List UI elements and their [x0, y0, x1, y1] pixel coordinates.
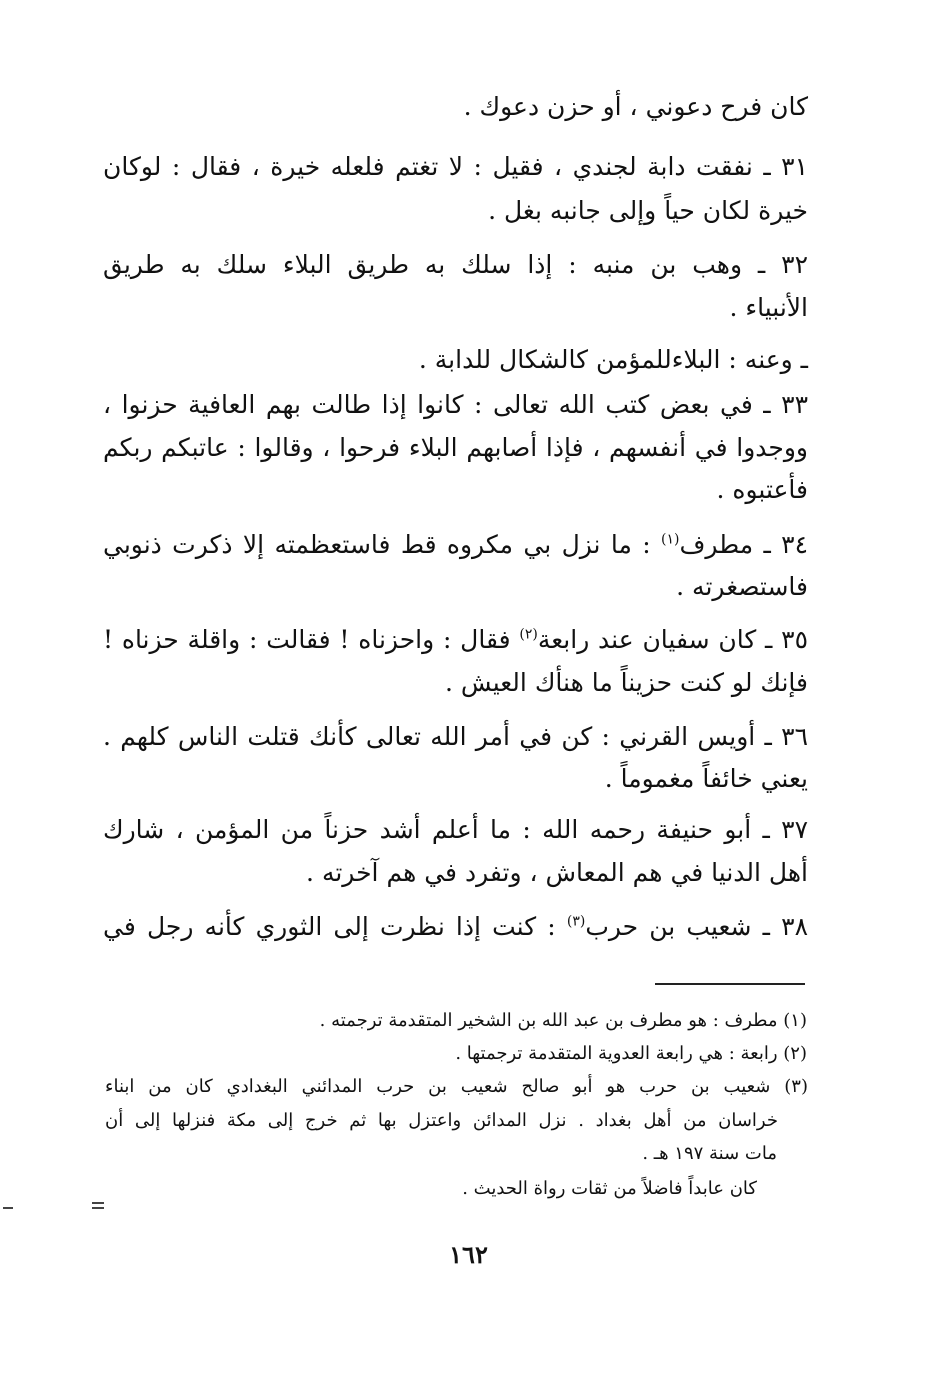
- footnote-3-line4: كان عابداً فاضلاً من ثقات رواة الحديث .: [462, 1178, 757, 1199]
- footnote-ref-2[interactable]: (٢): [519, 626, 538, 643]
- footnote-separator: [655, 983, 805, 985]
- paragraph-38-line1: [103, 912, 808, 941]
- scan-mark-equals-bottom: [92, 1207, 104, 1209]
- paragraph-32-line1: ٣٢ ـ وهب بن منبه : إذا سلك به طريق البلاء سلك به طريق: [103, 250, 808, 279]
- paragraph-33-line2: ووجدوا في أنفسهم ، فإذا أصابهم البلاء فرحوا ، وقالوا : عاتبكم ربكم: [103, 433, 808, 462]
- scan-mark-left: [3, 1207, 13, 1209]
- paragraph-38-text-b: : كنت إذا نظرت إلى الثوري كأنه رجل في: [103, 912, 567, 941]
- footnote-ref-1[interactable]: (١): [661, 531, 680, 548]
- paragraph-38-text-a: ٣٨ ـ شعيب بن حرب: [585, 912, 808, 941]
- paragraph-32b: ـ وعنه : البلاءللمؤمن كالشكال للدابة .: [418, 345, 808, 374]
- footnote-3-line2: خراسان من أهل بغداد . نزل المدائن واعتزل بها ثم خرج إلى مكة فنزلها إلى أن: [105, 1110, 778, 1131]
- page-number: ١٦٢: [449, 1240, 488, 1269]
- paragraph-33-line1: ٣٣ ـ في بعض كتب الله تعالى : كانوا إذا طالت بهم العافية حزنوا ،: [103, 390, 808, 419]
- paragraph-35-line1: [103, 625, 808, 654]
- intro-line: كان فرح دعوني ، أو حزن دعوك .: [463, 92, 808, 121]
- scan-mark-equals-top: [92, 1202, 104, 1204]
- paragraph-36-line2: يعني خائفاً مغموماً .: [604, 764, 808, 793]
- paragraph-34-text-a: ٣٤ ـ مطرف: [679, 530, 809, 559]
- footnote-3-line1: (٣) شعيب بن حرب هو أبو صالح شعيب بن حرب المدائني البغدادي كان من ابناء: [105, 1076, 808, 1097]
- paragraph-34-text-b: : ما نزل بي مكروه قط فاستعظمته إلا ذكرت ذنوبي: [103, 530, 662, 559]
- footnote-ref-3[interactable]: (٣): [566, 913, 586, 930]
- paragraph-36-line1: ٣٦ ـ أويس القرني : كن في أمر الله تعالى كأنك قتلت الناس كلهم .: [103, 722, 808, 751]
- footnote-3-line3: مات سنة ١٩٧ هـ .: [642, 1143, 777, 1164]
- paragraph-35-line2: فإنك لو كنت حزيناً ما هنأك العيش .: [444, 668, 808, 697]
- paragraph-37-line2: أهل الدنيا في هم المعاش ، وتفرد في هم آخرته .: [306, 858, 808, 887]
- footnote-2: (٢) رابعة : هي رابعة العدوية المتقدمة ترجمتها .: [455, 1043, 807, 1064]
- paragraph-33-line3: فأعتبوه .: [716, 475, 808, 504]
- paragraph-31-line1: ٣١ ـ نفقت دابة لجندي ، فقيل : لا تغتم فلعله خيرة ، فقال : لوكان: [103, 152, 808, 181]
- paragraph-37-line1: ٣٧ ـ أبو حنيفة رحمه الله : ما أعلم أشد حزناً من المؤمن ، شارك: [103, 815, 808, 844]
- paragraph-34-line1: [103, 530, 808, 559]
- paragraph-31-line2: خيرة لكان حياً وإلى جانبه بغل .: [488, 196, 808, 225]
- paragraph-34-line2: فاستصغرته .: [676, 572, 808, 601]
- footnote-1: (١) مطرف : هو مطرف بن عبد الله بن الشخير المتقدمة ترجمته .: [319, 1010, 807, 1031]
- paragraph-35-text-a: ٣٥ ـ كان سفيان عند رابعة: [537, 625, 808, 654]
- paragraph-35-text-b: فقال : واحزناه ! فقالت : واقلة حزناه !: [103, 625, 520, 654]
- paragraph-32-line2: الأنبياء .: [729, 293, 808, 322]
